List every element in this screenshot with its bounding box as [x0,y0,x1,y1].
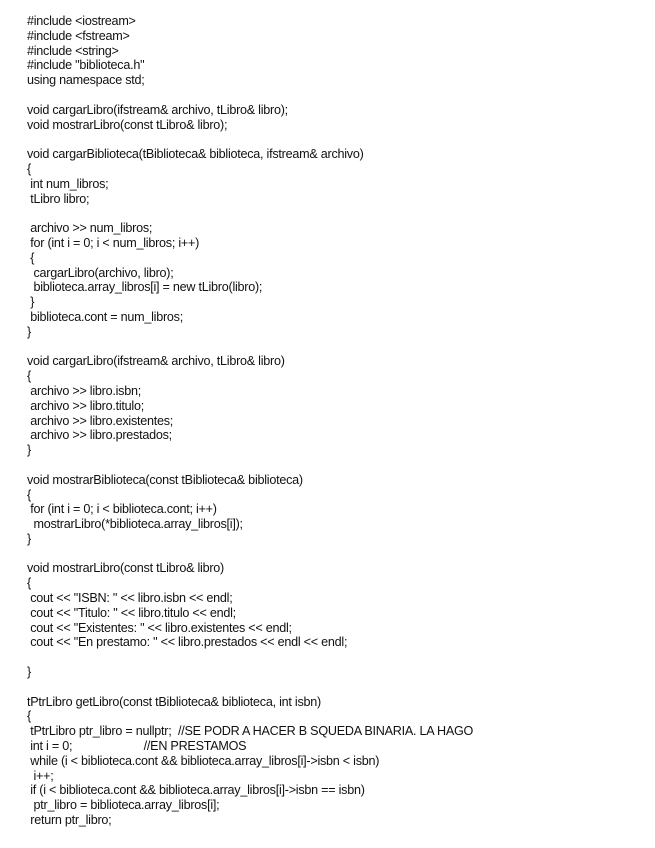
code-line: void mostrarLibro(const tLibro& libro); [27,117,228,132]
code-line: { [27,161,31,176]
code-line: int num_libros; [27,176,109,191]
code-line: archivo >> num_libros; [27,221,153,236]
code-line: if (i < biblioteca.cont && biblioteca.array_libros[i]->isbn == isbn) [27,783,365,798]
code-line: } [27,531,31,546]
code-line [27,340,647,355]
code-line: archivo >> libro.prestados; [27,428,172,443]
code-line [27,547,647,562]
code-line: void mostrarLibro(const tLibro& libro) [27,561,224,576]
code-line: } [27,443,31,458]
code-line: tLibro libro; [27,191,90,206]
code-line: cargarLibro(archivo, libro); [27,265,174,280]
code-line [27,680,647,695]
code-line: cout << "ISBN: " << libro.isbn << endl; [27,591,233,606]
code-line: void cargarBiblioteca(tBiblioteca& biblioteca, ifstream& archivo) [27,147,364,162]
code-line [27,458,647,473]
code-line: archivo >> libro.existentes; [27,413,174,428]
code-line: tPtrLibro ptr_libro = nullptr; //SE PODR A HACER B SQUEDA BINARIA. LA HAGO [27,724,474,739]
code-line: for (int i = 0; i < biblioteca.cont; i++) [27,502,217,517]
code-line: { [27,576,31,591]
code-line: } [27,295,35,310]
code-line: mostrarLibro(*biblioteca.array_libros[i]); [27,517,243,532]
code-line: #include <string> [27,43,119,58]
code-line [27,88,647,103]
code-line: { [27,487,31,502]
code-line: cout << "En prestamo: " << libro.prestados << endl << endl; [27,635,348,650]
code-line: } [27,665,31,680]
code-line: void mostrarBiblioteca(const tBiblioteca& biblioteca) [27,472,303,487]
code-line: #include <iostream> [27,14,136,28]
code-line: ptr_libro = biblioteca.array_libros[i]; [27,798,220,813]
code-line: { [27,250,35,265]
code-line: archivo >> libro.titulo; [27,398,144,413]
code-line: cout << "Existentes: " << libro.existentes << endl; [27,620,292,635]
code-line: biblioteca.cont = num_libros; [27,309,183,324]
code-line: int i = 0; //EN PRESTAMOS [27,739,247,754]
code-line: #include "biblioteca.h" [27,58,145,73]
code-line: using namespace std; [27,73,145,88]
code-line [27,132,647,147]
code-line [27,206,647,221]
code-line: i++; [27,768,54,783]
code-line [27,650,647,665]
code-line: cout << "Titulo: " << libro.titulo << endl; [27,605,236,620]
code-line: } [27,324,31,339]
code-line: biblioteca.array_libros[i] = new tLibro(libro); [27,280,263,295]
code-line: tPtrLibro getLibro(const tBiblioteca& biblioteca, int isbn) [27,694,321,709]
code-line: #include <fstream> [27,28,130,43]
code-line: for (int i = 0; i < num_libros; i++) [27,235,200,250]
code-line: while (i < biblioteca.cont && biblioteca.array_libros[i]->isbn < isbn) [27,753,380,768]
code-line: archivo >> libro.isbn; [27,383,141,398]
code-line: void cargarLibro(ifstream& archivo, tLibro& libro) [27,354,285,369]
code-line: { [27,709,31,724]
code-line: void cargarLibro(ifstream& archivo, tLibro& libro); [27,102,288,117]
code-line: return ptr_libro; [27,813,112,828]
code-line: { [27,369,31,384]
code-document [27,14,647,828]
